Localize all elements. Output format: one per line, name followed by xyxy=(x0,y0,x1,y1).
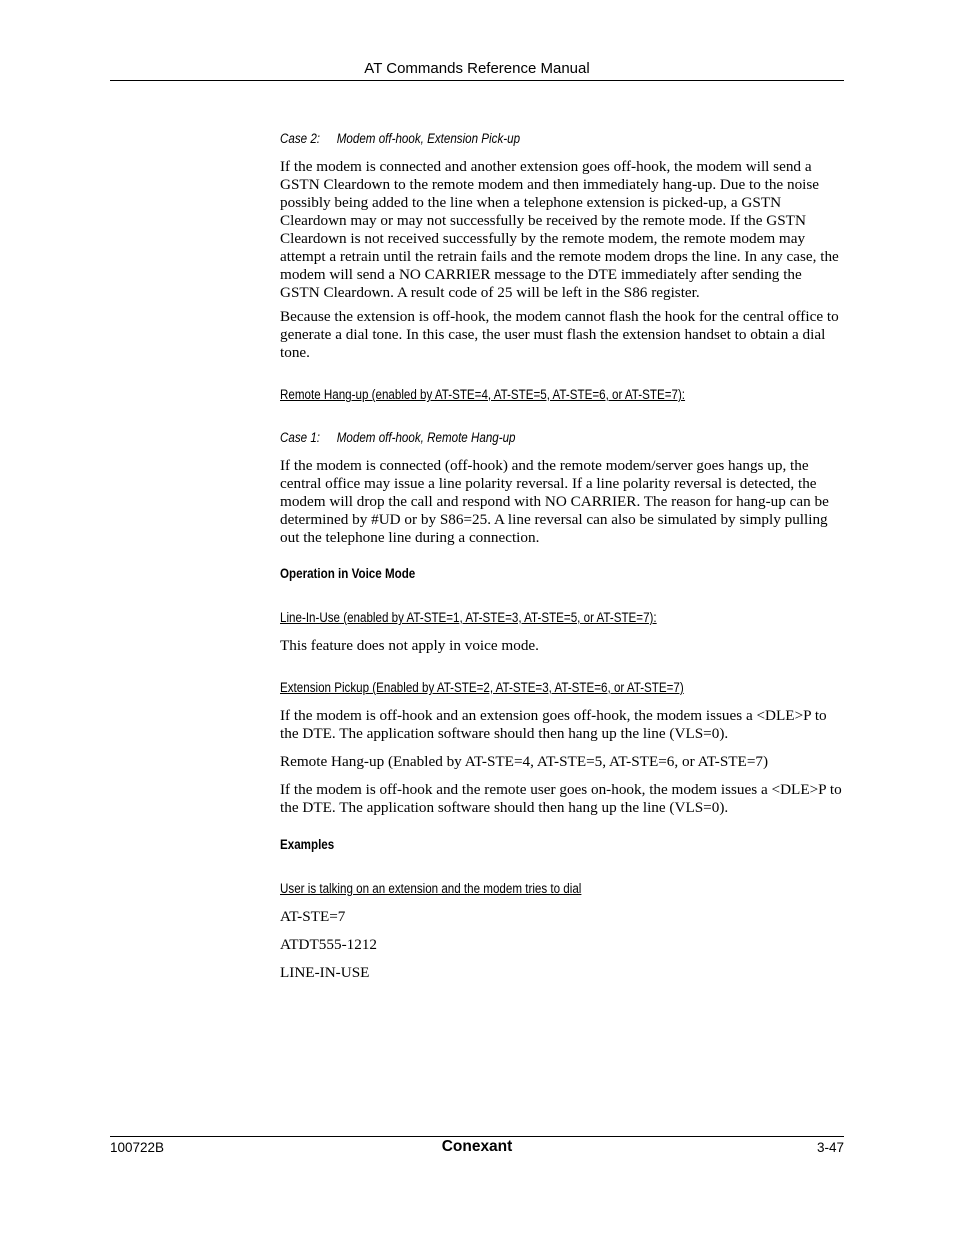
header-rule xyxy=(110,80,844,81)
voice-mode-heading: Operation in Voice Mode xyxy=(280,566,416,581)
footer-page-number: 3-47 xyxy=(816,1140,844,1155)
example-line-1: AT-STE=7 xyxy=(280,908,346,925)
remote-hangup-voice-paragraph: Remote Hang-up (Enabled by AT-STE=4, AT-STE=5, AT-STE=6, or AT-STE=7) xyxy=(280,753,769,770)
case-2-title: Modem off-hook, Extension Pick-up xyxy=(336,131,521,146)
page-header-title: AT Commands Reference Manual xyxy=(364,60,590,77)
example-line-3: LINE-IN-USE xyxy=(280,964,370,981)
case-2-paragraph-2: Because the extension is off-hook, the modem cannot flash the hook for the central office to generate a dial tone. In this case, the user must flash the extension handset to obtain a dial tone. xyxy=(280,308,839,361)
example-line-2: ATDT555-1212 xyxy=(280,936,378,953)
footer-rule xyxy=(110,1136,844,1137)
case-1-label: Case 1: xyxy=(280,430,321,445)
page-content xyxy=(280,130,844,982)
extension-pickup-paragraph: If the modem is off-hook and an extension goes off-hook, the modem issues a <DLE>P to the DTE. The application software should then hang up the line (VLS=0). xyxy=(280,707,827,742)
line-in-use-heading: Line-In-Use (enabled by AT-STE=1, AT-STE=3, AT-STE=5, or AT-STE=7): xyxy=(280,610,657,625)
remote-hangup-voice-paragraph-2: If the modem is off-hook and the remote user goes on-hook, the modem issues a <DLE>P to the DTE. The application software should then hang up the line (VLS=0). xyxy=(280,781,842,816)
case-2-label: Case 2: xyxy=(280,131,321,146)
case-2-paragraph-1: If the modem is connected and another extension goes off-hook, the modem will send a GSTN Cleardown to the remote modem and then immediately hang-up. Due to the noise possibly being added to the line when a telephone extension is picked-up, a GSTN Cleardown may or may not successfully be received by the remote mode. If the GSTN Cleardown is not received successfully by the remote modem, the remote modem may attempt a retrain until the retrain fails and the remote modem drops the line. In any case, the modem will send a NO CARRIER message to the DTE immediately after sending the GSTN Cleardown. A result code of 25 will be left in the S86 register. xyxy=(280,158,839,301)
examples-heading: Examples xyxy=(280,837,335,852)
footer-doc-number: 100722B xyxy=(110,1140,165,1155)
case-1-title: Modem off-hook, Remote Hang-up xyxy=(336,430,516,445)
extension-pickup-heading: Extension Pickup (Enabled by AT-STE=2, AT-STE=3, AT-STE=6, or AT-STE=7) xyxy=(280,680,684,695)
case-2-heading xyxy=(280,130,765,148)
line-in-use-paragraph: This feature does not apply in voice mode. xyxy=(280,637,539,654)
remote-hangup-heading: Remote Hang-up (enabled by AT-STE=4, AT-STE=5, AT-STE=6, or AT-STE=7): xyxy=(280,387,686,402)
example-1-heading: User is talking on an extension and the modem tries to dial xyxy=(280,881,582,896)
case-1-paragraph: If the modem is connected (off-hook) and the remote modem/server goes hangs up, the central office may issue a line polarity reversal. If a line polarity reversal is detected, the modem will drop the call and respond with NO CARRIER. The reason for hang-up can be determined by #UD or by S86=25. A line reversal can also be simulated by simply pulling out the telephone line during a connection. xyxy=(280,457,829,546)
footer-company: Conexant xyxy=(441,1138,513,1155)
case-1-heading xyxy=(280,429,765,447)
